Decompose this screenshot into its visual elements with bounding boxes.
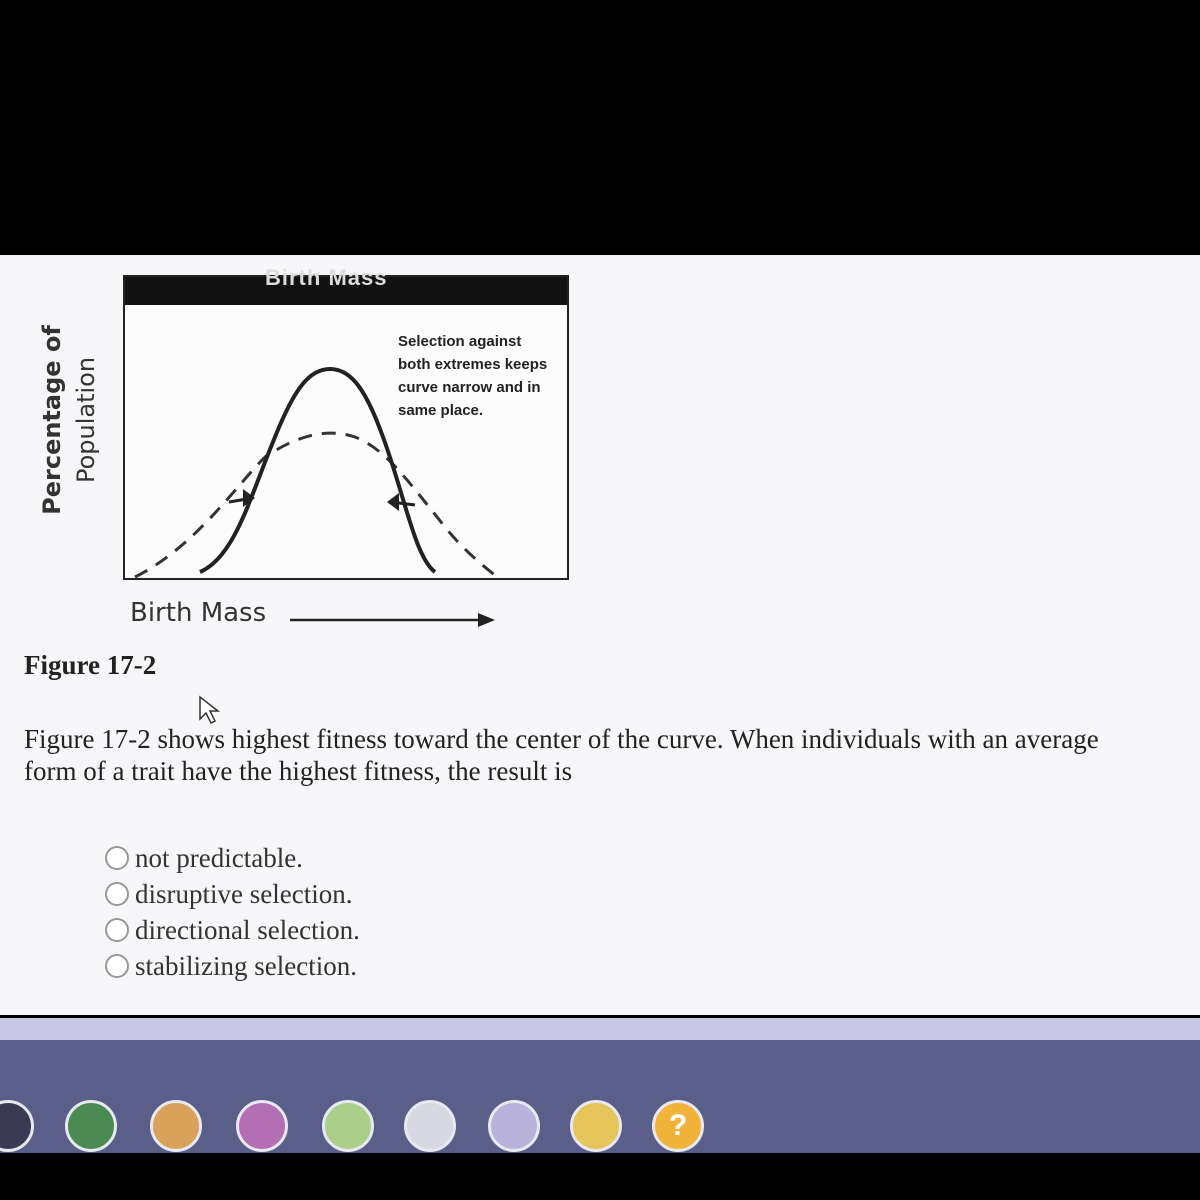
radio-stabilizing-selection[interactable] [105, 954, 129, 978]
y-axis-label-line2: Population [72, 356, 100, 484]
figure-chart [123, 265, 569, 580]
pen-icon[interactable] [0, 1100, 34, 1152]
figure-caption: Figure 17-2 [24, 650, 157, 680]
x-axis-label: Birth Mass [130, 598, 267, 628]
right-arrowhead [387, 493, 399, 511]
tray-icon[interactable] [570, 1100, 622, 1152]
book-icon[interactable] [65, 1100, 117, 1152]
help-label: ? [668, 1109, 688, 1142]
screen [0, 255, 1200, 1015]
option-label: disruptive selection. [135, 878, 353, 909]
original-curve [135, 433, 497, 577]
help-icon[interactable] [652, 1100, 704, 1152]
folder-icon[interactable] [150, 1100, 202, 1152]
option-label: stabilizing selection. [135, 950, 357, 981]
figure-header-text: Birth Mass [265, 265, 388, 290]
option-disruptive-selection[interactable] [105, 876, 360, 912]
y-axis-label-line1: Percentage of [38, 325, 66, 515]
radio-directional-selection[interactable] [105, 918, 129, 942]
pin-icon[interactable] [236, 1100, 288, 1152]
radio-disruptive-selection[interactable] [105, 882, 129, 906]
taskbar [0, 1018, 1200, 1153]
target-icon[interactable] [404, 1100, 456, 1152]
x-axis-arrow-icon [290, 610, 500, 630]
y-axis-label [35, 305, 125, 535]
mouse-cursor-icon [198, 695, 222, 725]
curve-diagram [125, 277, 567, 578]
option-label: directional selection. [135, 914, 360, 945]
question-text: Figure 17-2 shows highest fitness toward the center of the curve. When individuals with an average form of a trait have the highest fitness, the result is [24, 724, 1099, 786]
option-label: not predictable. [135, 842, 303, 873]
option-directional-selection[interactable] [105, 912, 360, 948]
check-icon[interactable] [322, 1100, 374, 1152]
option-not-predictable[interactable] [105, 840, 360, 876]
figure-annotation: Selection against both extremes keeps curve narrow and in same place. [398, 333, 548, 419]
taskbar-strip [0, 1018, 1200, 1040]
radio-not-predictable[interactable] [105, 846, 129, 870]
option-stabilizing-selection[interactable] [105, 948, 360, 984]
answer-options [105, 840, 360, 984]
calendar-icon[interactable] [488, 1100, 540, 1152]
